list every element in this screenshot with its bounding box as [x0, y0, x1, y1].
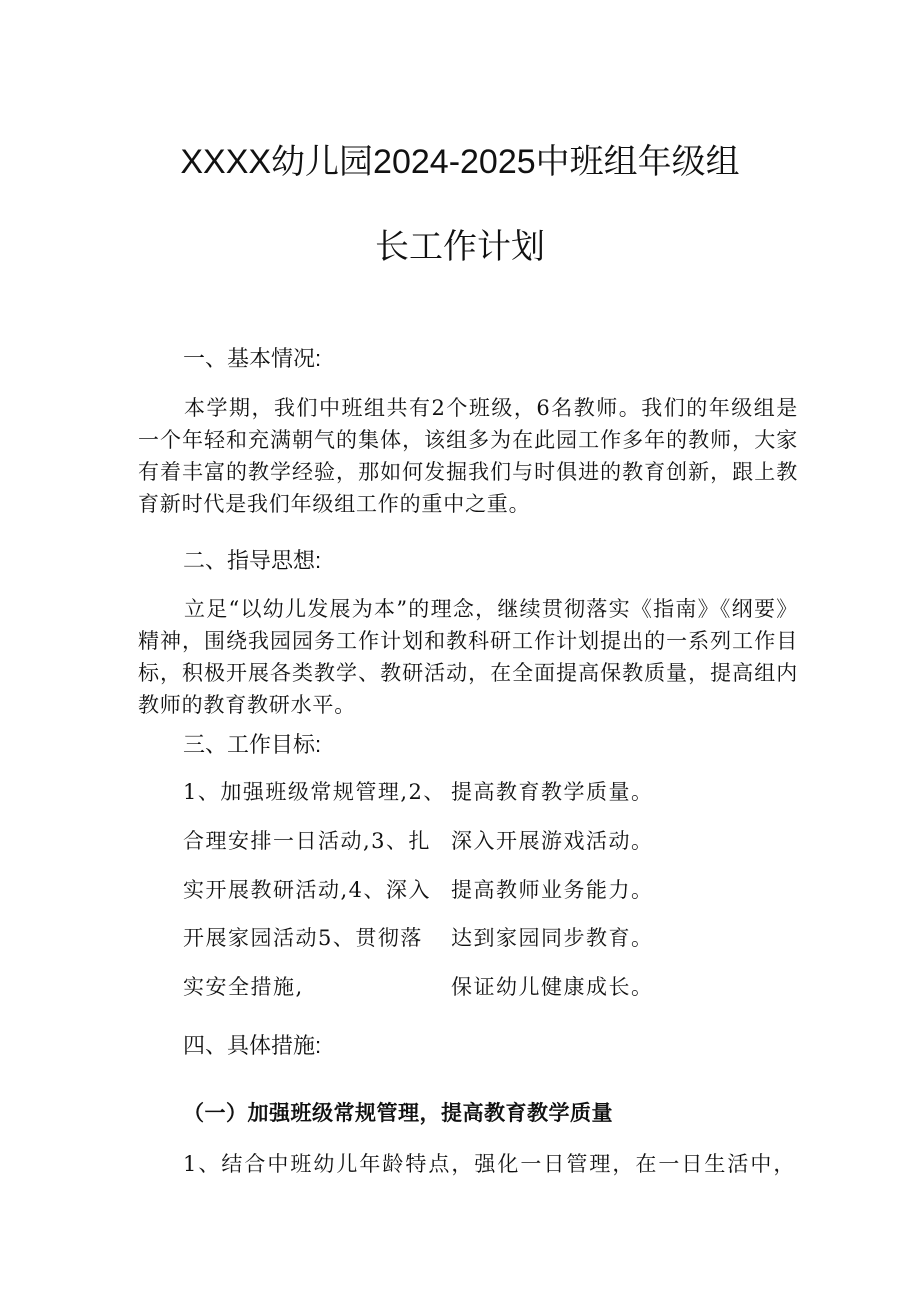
goal-left-1: 1、加强班级常规管理,2、: [183, 780, 446, 804]
section-heading-work-goals: 三、工作目标:: [183, 732, 322, 757]
document-title-line1: XXXX幼儿园2024-2025中班组年级组: [180, 143, 740, 181]
goal-left-4: 开展家园活动5、贯彻落: [183, 926, 423, 950]
goal-left-2: 合理安排一日活动,3、扎: [183, 829, 432, 853]
document-title-line2: 长工作计划: [375, 228, 545, 266]
goal-right-5: 保证幼儿健康成长。: [451, 975, 654, 999]
goal-left-5: 实安全措施,: [183, 975, 304, 999]
goal-right-3: 提高教师业务能力。: [451, 878, 654, 902]
goal-right-4: 达到家园同步教育。: [451, 926, 654, 950]
section-heading-basic-situation: 一、基本情况:: [183, 346, 322, 371]
section-paragraph-guiding-ideology: 立足“以幼儿发展为本”的理念，继续贯彻落实《指南》《纲要》精神，围绕我园园务工作计划和教科研工作计划提出的一系列工作目标，积极开展各类教学、教研活动，在全面提高保教质量，提高组内教师的教育教研水平。: [138, 597, 798, 717]
work-goals-list: [183, 776, 703, 1016]
goal-right-1: 提高教育教学质量。: [451, 780, 654, 804]
goal-right-2: 深入开展游戏活动。: [451, 829, 654, 853]
goal-left-3: 实开展教研活动,4、深入: [183, 878, 432, 902]
section-paragraph-basic-situation: 本学期，我们中班组共有2个班级，6名教师。我们的年级组是一个年轻和充满朝气的集体，该组多为在此园工作多年的教师，大家有着丰富的教学经验，那如何发掘我们与时俱进的教育创新，跟上教育新时代是我们年级组工作的重中之重。: [138, 396, 798, 516]
subsection-heading-1: （一）加强班级常规管理，提高教育教学质量: [183, 1100, 613, 1125]
section-heading-guiding-ideology: 二、指导思想:: [183, 548, 322, 573]
measure-item-1: 1、结合中班幼儿年龄特点，强化一日管理，在一日生活中，: [183, 1152, 797, 1176]
section-heading-specific-measures: 四、具体措施:: [183, 1033, 322, 1058]
